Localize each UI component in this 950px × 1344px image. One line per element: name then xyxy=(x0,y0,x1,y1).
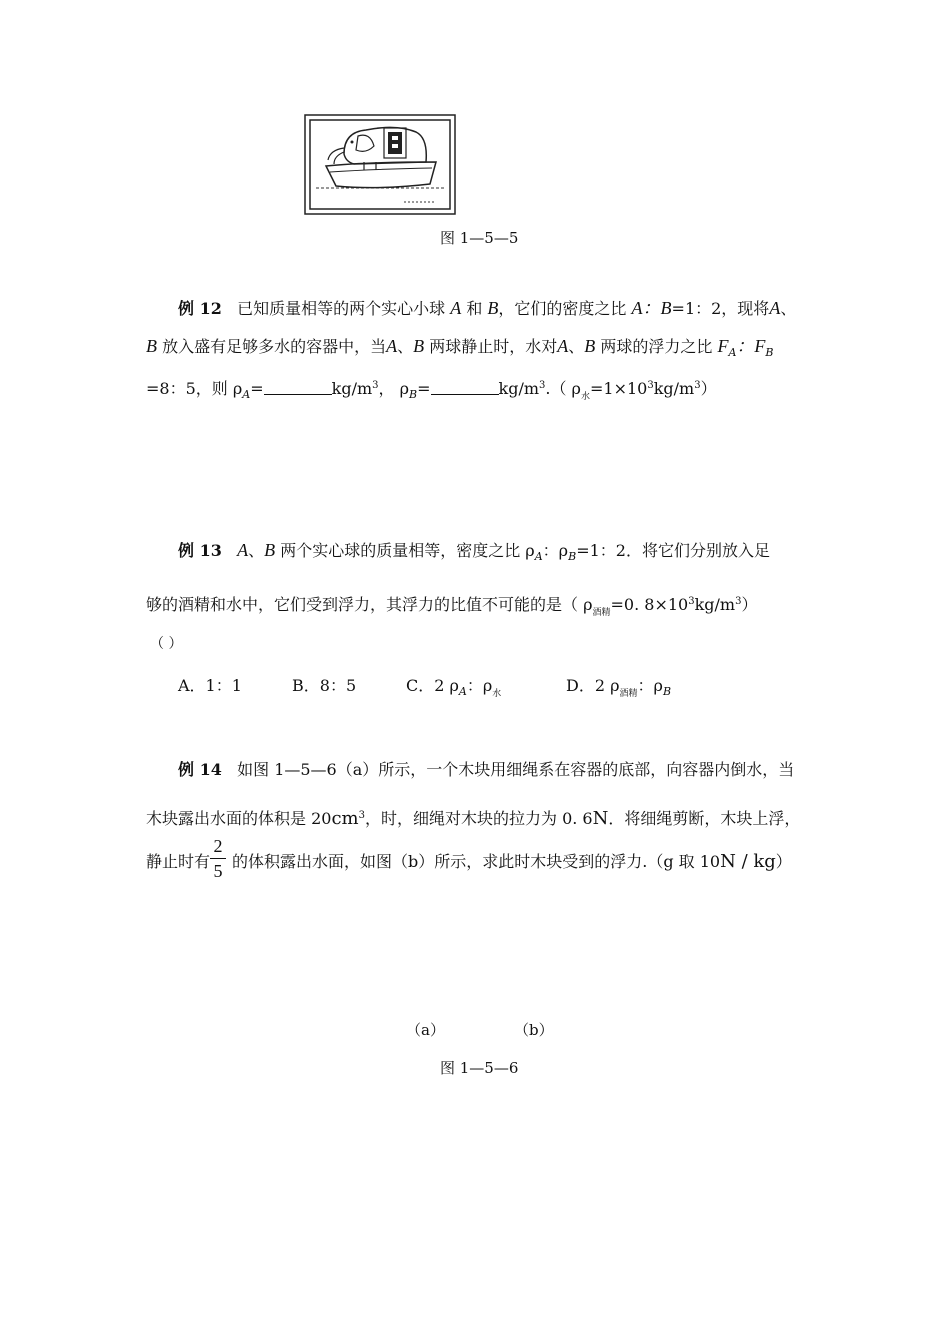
subscript-alcohol: 酒精 xyxy=(619,689,638,699)
text: D．2 ρ xyxy=(566,676,620,695)
example-14-line-1 xyxy=(178,760,794,780)
subscript: A xyxy=(458,685,467,698)
unit: N xyxy=(592,808,609,829)
answer-blank-rho-b[interactable] xyxy=(431,380,499,395)
var-a: A xyxy=(557,336,569,356)
example-12-line-1 xyxy=(178,298,796,319)
text: .（ ρ xyxy=(545,379,581,398)
text: 两个实心球的质量相等，密度之比 ρ xyxy=(280,541,535,560)
subscript-water: 水 xyxy=(580,392,590,402)
superscript: 3 xyxy=(539,380,546,391)
example-13-label: 例 13 xyxy=(178,541,222,560)
superscript: 3 xyxy=(694,380,701,391)
text: 、 xyxy=(568,337,585,356)
superscript: 3 xyxy=(735,596,742,607)
unit: kg/m xyxy=(653,379,695,398)
example-14-label: 例 14 xyxy=(178,760,222,779)
subscript: A xyxy=(242,388,251,401)
superscript: 3 xyxy=(647,380,654,391)
text: 、 xyxy=(780,299,797,318)
var-f: F xyxy=(717,336,729,356)
unit: kg/m xyxy=(331,379,373,398)
fraction-two-fifths xyxy=(210,836,226,881)
text: ．将细绳剪断，木块上浮， xyxy=(608,809,801,828)
fraction-numerator: 2 xyxy=(213,836,223,856)
var-b: B xyxy=(146,336,157,356)
figure-elephant-boat xyxy=(304,114,456,215)
subscript-water: 水 xyxy=(492,689,502,699)
subscript: A xyxy=(534,550,543,563)
example-14-line-2 xyxy=(146,806,800,829)
figure-label-a: （a） xyxy=(406,1021,445,1039)
figure-label-b: （b） xyxy=(514,1021,554,1039)
unit: kg/m xyxy=(694,595,736,614)
var-a: A xyxy=(386,336,398,356)
text: 、 xyxy=(397,337,414,356)
text: =1：2．将它们分别放入足 xyxy=(576,541,770,560)
text: 够的酒精和水中，它们受到浮力，其浮力的比值不可能的是（ ρ xyxy=(146,595,593,614)
text: =0. 8×10 xyxy=(610,595,689,614)
example-13-line-1 xyxy=(178,540,770,567)
example-14-line-3a: 静止时有 xyxy=(146,852,211,871)
text: 、 xyxy=(248,541,265,560)
ratio-ab: A：B xyxy=(631,298,672,318)
text: ， ρ xyxy=(378,379,409,398)
text: 如图 1—5—6（a）所示，一个木块用细绳系在容器的底部，向容器内倒水，当 xyxy=(237,760,795,779)
example-13-line-2 xyxy=(146,592,757,623)
option-c[interactable] xyxy=(406,676,501,704)
text: 两球静止时，水对 xyxy=(429,337,558,356)
var-a: A xyxy=(450,298,462,318)
text: = xyxy=(417,379,431,398)
option-d[interactable] xyxy=(566,676,671,704)
text: =1×10 xyxy=(589,379,648,398)
fraction-denominator: 5 xyxy=(213,861,223,881)
subscript-alcohol: 酒精 xyxy=(592,608,611,618)
var-b: B xyxy=(264,540,276,560)
example-12-label: 例 12 xyxy=(178,299,222,318)
text: 两球的浮力之比 xyxy=(600,337,713,356)
fraction-bar xyxy=(210,858,226,859)
text: ） xyxy=(700,379,717,398)
text: = xyxy=(250,379,264,398)
example-14-line-3b xyxy=(232,852,792,872)
figure-caption-1-5-5: 图 1—5—5 xyxy=(440,229,519,247)
superscript: 3 xyxy=(372,380,379,391)
superscript: 3 xyxy=(688,596,695,607)
subscript: B xyxy=(409,388,418,401)
superscript: 3 xyxy=(358,810,365,821)
text: =8：5，则 ρ xyxy=(146,379,243,398)
text: 木块露出水面的体积是 20 xyxy=(146,809,332,828)
elephant-boat-drawing xyxy=(304,114,456,215)
text: 放入盛有足够多水的容器中，当 xyxy=(162,337,387,356)
text: ：ρ xyxy=(637,676,663,695)
text: ） xyxy=(775,852,792,871)
var-f: ：F xyxy=(736,336,766,356)
text: ，时，细绳对木块的拉力为 0. 6 xyxy=(364,809,593,828)
text: ：ρ xyxy=(466,676,493,695)
answer-blank-rho-a[interactable] xyxy=(264,380,332,395)
text: ，它们的密度之比 xyxy=(498,299,627,318)
unit: kg/m xyxy=(498,379,539,398)
example-12-line-3 xyxy=(146,376,717,407)
var-a: A xyxy=(237,540,249,560)
subscript: A xyxy=(728,346,737,359)
var-b: B xyxy=(413,336,425,356)
text: =1：2，现将 xyxy=(671,299,770,318)
option-b[interactable]: B．8：5 xyxy=(292,676,357,695)
text: 的体积露出水面，如图（b）所示，求此时木块受到的浮力.（g 取 10 xyxy=(232,852,721,871)
subscript: B xyxy=(662,685,672,698)
figure-caption-1-5-6: 图 1—5—6 xyxy=(440,1059,519,1077)
text: ） xyxy=(741,595,758,614)
var-a: A xyxy=(769,298,781,318)
text: 和 xyxy=(466,299,483,318)
text: 已知质量相等的两个实心小球 xyxy=(237,299,446,318)
example-12-line-2 xyxy=(146,336,774,363)
subscript: B xyxy=(765,346,774,359)
unit: N / kg xyxy=(720,851,776,872)
text: C．2 ρ xyxy=(406,676,459,695)
answer-parentheses[interactable]: （ ） xyxy=(150,636,183,652)
var-b: B xyxy=(487,298,499,318)
text: ：ρ xyxy=(542,541,569,560)
var-b: B xyxy=(584,336,596,356)
unit: cm xyxy=(331,808,359,829)
subscript: B xyxy=(568,550,577,563)
option-a[interactable]: A．1：1 xyxy=(178,676,242,695)
